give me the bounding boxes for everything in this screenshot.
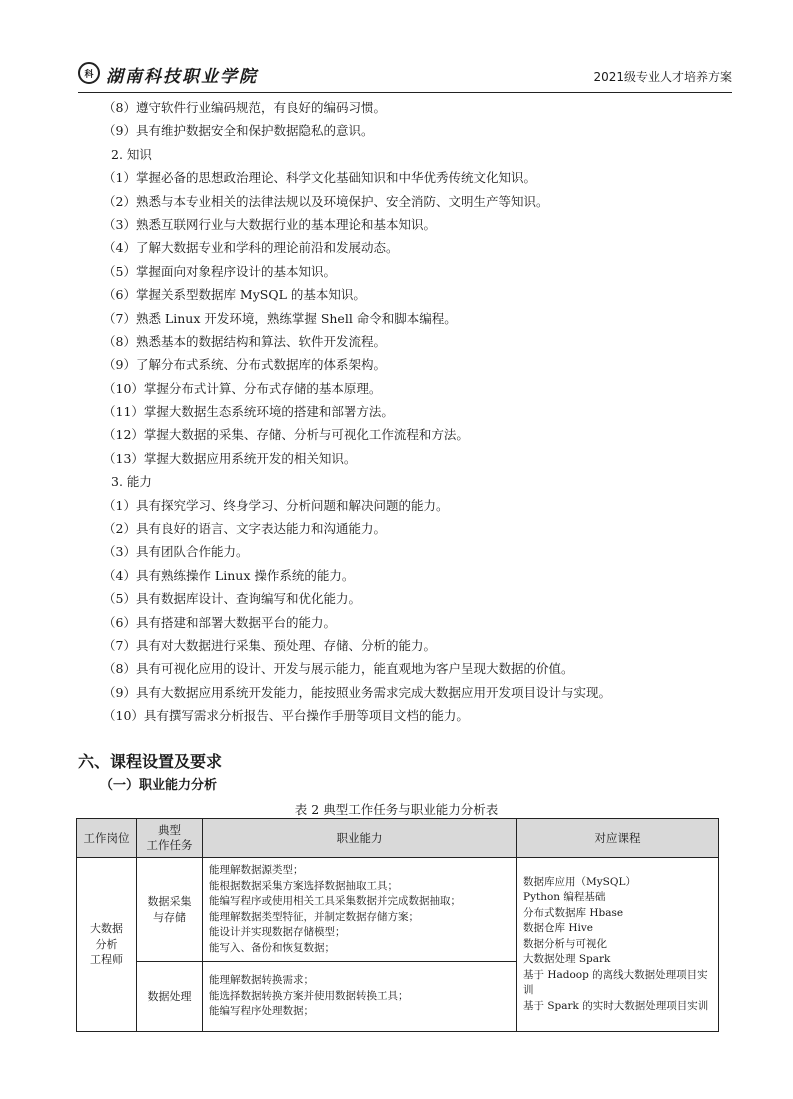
list-heading: 2. 知识 [111,146,152,162]
list-item: （10）掌握分布式计算、分布式存储的基本原理。 [103,380,382,396]
list-item: （9）具有大数据应用系统开发能力，能按照业务需求完成大数据应用开发项目设计与实现。 [103,684,611,700]
table-header-row [77,819,719,858]
list-item: （4）具有熟练操作 Linux 操作系统的能力。 [103,567,355,583]
list-item: （2）熟悉与本专业相关的法律法规以及环境保护、安全消防、文明生产等知识。 [103,193,549,209]
subsection-heading: （一）职业能力分析 [100,778,218,793]
list-item: （9）具有维护数据安全和保护数据隐私的意识。 [103,123,374,139]
list-item: （1）掌握必备的思想政治理论、科学文化基础知识和中华优秀传统文化知识。 [103,170,536,186]
ability-cell: 能理解数据转换需求； 能选择数据转换方案并使用数据转换工具； 能编写程序处理数据； [203,962,517,1032]
ability-cell: 能理解数据源类型； 能根据数据采集方案选择数据抽取工具； 能编写程序或使用相关工具采集数据并完成数据抽取； 能理解数据类型特征，并制定数据存储方案； 能设计并实现数据存储模型； 能写入、备份和恢复数据； [203,858,517,962]
header-courses: 对应课程 [517,819,719,858]
list-item: （13）掌握大数据应用系统开发的相关知识。 [103,450,357,466]
list-item: （8）具有可视化应用的设计、开发与展示能力，能直观地为客户呈现大数据的价值。 [103,661,574,677]
table-row [77,858,719,962]
page-header [78,62,732,93]
list-item: （2）具有良好的语言、文字表达能力和沟通能力。 [103,521,386,537]
section-heading: 六、课程设置及要求 [78,752,223,771]
list-item: （9）了解分布式系统、分布式数据库的体系架构。 [103,357,386,373]
header-task: 典型 工作任务 [137,819,203,858]
list-heading: 3. 能力 [111,474,152,490]
list-item: （6）掌握关系型数据库 MySQL 的基本知识。 [103,287,366,303]
ability-analysis-table [76,818,719,1032]
list-item: （3）具有团队合作能力。 [103,544,249,560]
school-seal-icon: 科 [78,62,100,84]
list-item: （5）具有数据库设计、查询编写和优化能力。 [103,591,361,607]
header-ability: 职业能力 [203,819,517,858]
body-text [103,96,733,728]
list-item: （7）具有对大数据进行采集、预处理、存储、分析的能力。 [103,637,436,653]
list-item: （7）熟悉 Linux 开发环境，熟练掌握 Shell 命令和脚本编程。 [103,310,457,326]
courses-cell: 数据库应用（MySQL） Python 编程基础 分布式数据库 Hbase 数据仓库 Hive 数据分析与可视化 大数据处理 Spark 基于 Hadoop 的离线大数据处理项目实训 基于 Spark 的实时大数据处理项目实训 [517,858,719,1032]
position-cell: 大数据 分析 工程师 [77,858,137,1032]
school-name-logo: 湖南科技职业学院 [106,67,258,87]
list-item: （8）熟悉基本的数据结构和算法、软件开发流程。 [103,333,386,349]
list-item: （8）遵守软件行业编码规范，有良好的编码习惯。 [103,100,386,115]
list-item: （4）了解大数据专业和学科的理论前沿和发展动态。 [103,240,399,256]
task-cell: 数据采集 与存储 [137,858,203,962]
list-item: （10）具有撰写需求分析报告、平台操作手册等项目文档的能力。 [103,708,469,724]
task-cell: 数据处理 [137,962,203,1032]
header-position: 工作岗位 [77,819,137,858]
table-caption: 表 2 典型工作任务与职业能力分析表 [294,802,499,817]
list-item: （6）具有搭建和部署大数据平台的能力。 [103,614,336,630]
list-item: （12）掌握大数据的采集、存储、分析与可视化工作流程和方法。 [103,427,469,443]
list-item: （3）熟悉互联网行业与大数据行业的基本理论和基本知识。 [103,216,436,232]
list-item: （1）具有探究学习、终身学习、分析问题和解决问题的能力。 [103,497,449,513]
list-item: （5）掌握面向对象程序设计的基本知识。 [103,263,336,279]
document-title: 2021级专业人才培养方案 [593,70,732,84]
list-item: （11）掌握大数据生态系统环境的搭建和部署方法。 [103,404,394,420]
